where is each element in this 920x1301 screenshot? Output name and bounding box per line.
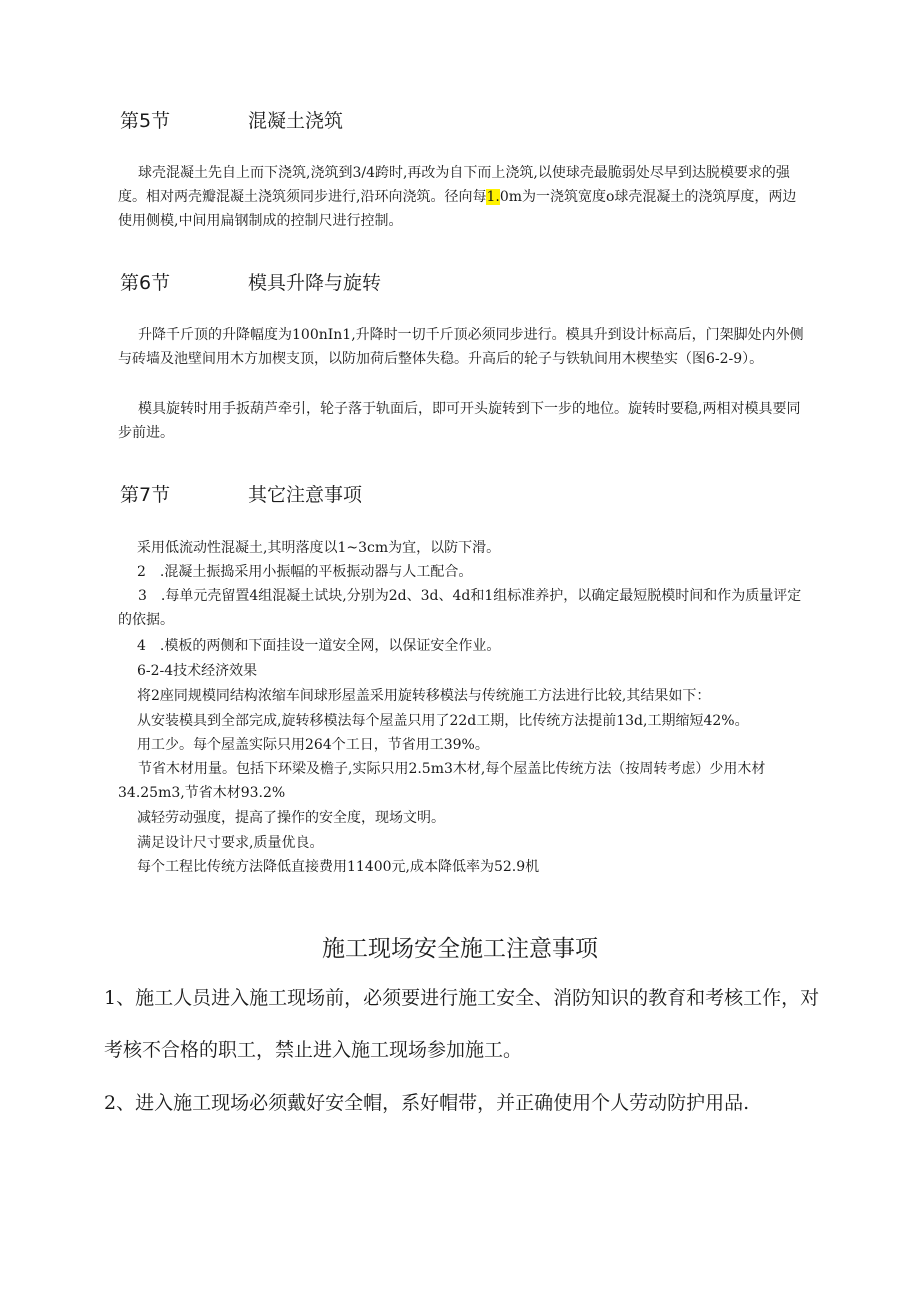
note-line-11: 满足设计尺寸要求,质量优良。	[137, 835, 324, 851]
section-number: 第5节	[120, 110, 171, 132]
note-line-6: 将2座同规模同结构浓缩车间球形屋盖采用旋转移模法与传统施工方法进行比较,其结果如下：	[137, 688, 711, 704]
section-6-heading	[120, 268, 381, 295]
note-line-10: 减轻劳动强度，提高了操作的安全度，现场文明。	[137, 810, 445, 826]
note-line-7: 从安装模具到全部完成,旋转移模法每个屋盖只用了22d工期，比传统方法提前13d,工期缩短42%。	[137, 713, 749, 729]
section-title: 混凝土浇筑	[248, 110, 344, 132]
section-5-heading	[120, 106, 343, 133]
section-7-heading	[120, 480, 362, 507]
safety-item-1: 1、施工人员进入施工现场前，必须要进行施工安全、消防知识的教育和考核工作，对考核不合格的职工，禁止进入施工现场参加施工。	[104, 987, 820, 1061]
subsection-heading: 6-2-4技术经济效果	[137, 663, 258, 679]
note-line-4: 4 .模板的两侧和下面挂设一道安全网，以保证安全作业。	[137, 638, 501, 654]
safety-title: 施工现场安全施工注意事项	[322, 936, 598, 962]
paragraph-pouring: 球壳混凝土先自上而下浇筑,浇筑到3/4跨时,再改为自下而上浇筑,以使球壳最脆弱处尽早到达脱模要求的强度。相对两壳瓣混凝土浇筑须同步进行,沿环向浇筑。径向每1.0m为一浇筑宽度o球壳混凝土的浇筑厚度，两边使用侧模,中间用扁钢制成的控制尺进行控制。	[118, 165, 797, 229]
section-title: 模具升降与旋转	[248, 272, 382, 294]
section-number: 第6节	[120, 272, 171, 294]
note-line-8: 用工少。每个屋盖实际只用264个工日，节省用工39%。	[137, 737, 489, 753]
note-line-12: 每个工程比传统方法降低直接费用11400元,成本降低率为52.9机	[137, 859, 540, 875]
note-paragraph-3: 3 .每单元壳留置4组混凝土试块,分别为2d、3d、4d和1组标准养护，以确定最短脱模时间和作为质量评定的依据。	[118, 588, 802, 628]
paragraph-lifting: 升降千斤顶的升降幅度为100nIn1,升降时一切千斤顶必须同步进行。模具升到设计标高后，门架脚处内外侧与砖墙及池壁间用木方加楔支顶，以防加荷后整体失稳。升高后的轮子与铁轨间用木楔垫实（图6-2-9）。	[118, 327, 804, 367]
section-number: 第7节	[120, 484, 171, 506]
note-line-1: 采用低流动性混凝土,其明落度以1~3cm为宜，以防下滑。	[137, 540, 501, 556]
note-paragraph-9: 节省木材用量。包括下环梁及檐子,实际只用2.5m3木材,每个屋盖比传统方法（按周转考虑）少用木材34.25m3,节省木材93.2%	[118, 761, 766, 801]
highlighted-text: 1.	[486, 189, 500, 205]
section-title: 其它注意事项	[248, 484, 363, 506]
paragraph-rotation: 模具旋转时用手扳葫芦牵引，轮子落于轨面后，即可开头旋转到下一步的地位。旋转时要稳,两相对模具要同步前进。	[118, 401, 801, 441]
safety-item-2: 2、进入施工现场必须戴好安全帽，系好帽带，并正确使用个人劳动防护用品.	[104, 1092, 750, 1114]
note-line-2: 2 .混凝土振捣采用小振幅的平板振动器与人工配合。	[137, 564, 473, 580]
